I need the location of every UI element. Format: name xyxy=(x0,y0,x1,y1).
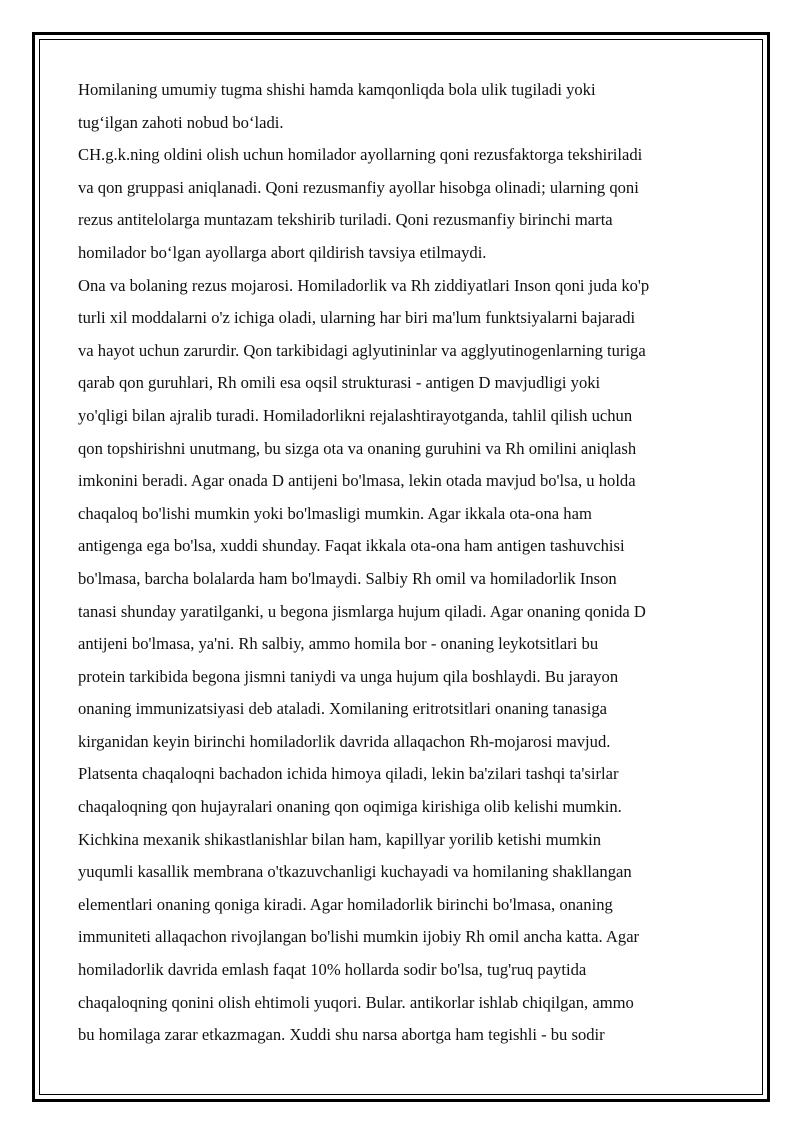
text-line: protein tarkibida begona jismni taniydi va unga hujum qila boshlaydi. Bu jarayon xyxy=(78,666,619,686)
text-line: tug‘ilgan zahoti nobud bo‘ladi. xyxy=(78,112,284,132)
text-line: Homilaning umumiy tugma shishi hamda kamqonliqda bola ulik tugiladi yoki xyxy=(78,80,596,99)
text-line: va hayot uchun zarurdir. Qon tarkibidagi aglyutininlar va agglyutinogenlarning turiga xyxy=(78,340,646,360)
text-line: chaqaloqning qon hujayralari onaning qon oqimiga kirishiga olib kelishi mumkin. xyxy=(78,797,622,817)
text-line: chaqaloqning qonini olish ehtimoli yuqori. Bular. antikorlar ishlab chiqilgan, ammo xyxy=(78,992,634,1012)
text-line: onaning immunizatsiyasi deb ataladi. Xomilaning eritrotsitlari onaning tanasiga xyxy=(78,699,608,719)
text-line: Platsenta chaqaloqni bachadon ichida himoya qiladi, lekin ba'zilari tashqi ta'sirlar xyxy=(78,764,619,784)
text-line: rezus antitelolarga muntazam tekshirib turiladi. Qoni rezusmanfiy birinchi marta xyxy=(78,210,613,230)
text-line: yo'qligi bilan ajralib turadi. Homiladorlikni rejalashtirayotganda, tahlil qilish uchun xyxy=(78,405,633,425)
text-line: bu homilaga zarar etkazmagan. Xuddi shu narsa abortga ham tegishli - bu sodir xyxy=(78,1025,605,1045)
text-line: antijeni bo'lmasa, ya'ni. Rh salbiy, ammo homila bor - onaning leykotsitlari bu xyxy=(78,634,599,654)
text-line: bo'lmasa, barcha bolalarda ham bo'lmaydi. Salbiy Rh omil va homiladorlik Inson xyxy=(78,568,617,588)
text-line: homilador bo‘lgan ayollarga abort qildirish tavsiya etilmaydi. xyxy=(78,242,487,262)
text-line: antigenga ega bo'lsa, xuddi shunday. Faqat ikkala ota-ona ham antigen tashuvchisi xyxy=(78,536,625,556)
text-line: yuqumli kasallik membrana o'tkazuvchanligi kuchayadi va homilaning shakllangan xyxy=(78,862,632,882)
text-line: tanasi shunday yaratilganki, u begona jismlarga hujum qiladi. Agar onaning qonida D xyxy=(78,601,646,621)
text-line: Kichkina mexanik shikastlanishlar bilan ham, kapillyar yorilib ketishi mumkin xyxy=(78,829,602,849)
text-line: homiladorlik davrida emlash faqat 10% hollarda sodir bo'lsa, tug'ruq paytida xyxy=(78,960,587,980)
text-line: qon topshirishni unutmang, bu sizga ota va onaning guruhini va Rh omilini aniqlash xyxy=(78,438,637,458)
text-line: chaqaloq bo'lishi mumkin yoki bo'lmasligi mumkin. Agar ikkala ota-ona ham xyxy=(78,503,592,523)
text-line: va qon gruppasi aniqlanadi. Qoni rezusmanfiy ayollar hisobga olinadi; ularning qoni xyxy=(78,177,639,197)
text-line: imkonini beradi. Agar onada D antijeni bo'lmasa, lekin otada mavjud bo'lsa, u holda xyxy=(78,471,636,491)
text-line: immuniteti allaqachon rivojlangan bo'lishi mumkin ijobiy Rh omil ancha katta. Agar xyxy=(78,927,640,947)
text-line: kirganidan keyin birinchi homiladorlik davrida allaqachon Rh-mojarosi mavjud. xyxy=(78,731,611,751)
text-line: elementlari onaning qoniga kiradi. Agar homiladorlik birinchi bo'lmasa, onaning xyxy=(78,894,613,914)
text-line: qarab qon guruhlari, Rh omili esa oqsil strukturasi - antigen D mavjudligi yoki xyxy=(78,373,601,393)
text-line: Ona va bolaning rezus mojarosi. Homiladorlik va Rh ziddiyatlari Inson qoni juda ko'p xyxy=(78,275,650,295)
text-line: turli xil moddalarni o'z ichiga oladi, ularning har biri ma'lum funktsiyalarni bajaradi xyxy=(78,308,636,328)
document-body xyxy=(78,74,728,1052)
text-line: CH.g.k.ning oldini olish uchun homilador ayollarning qoni rezusfaktorga tekshiriladi xyxy=(78,145,643,165)
